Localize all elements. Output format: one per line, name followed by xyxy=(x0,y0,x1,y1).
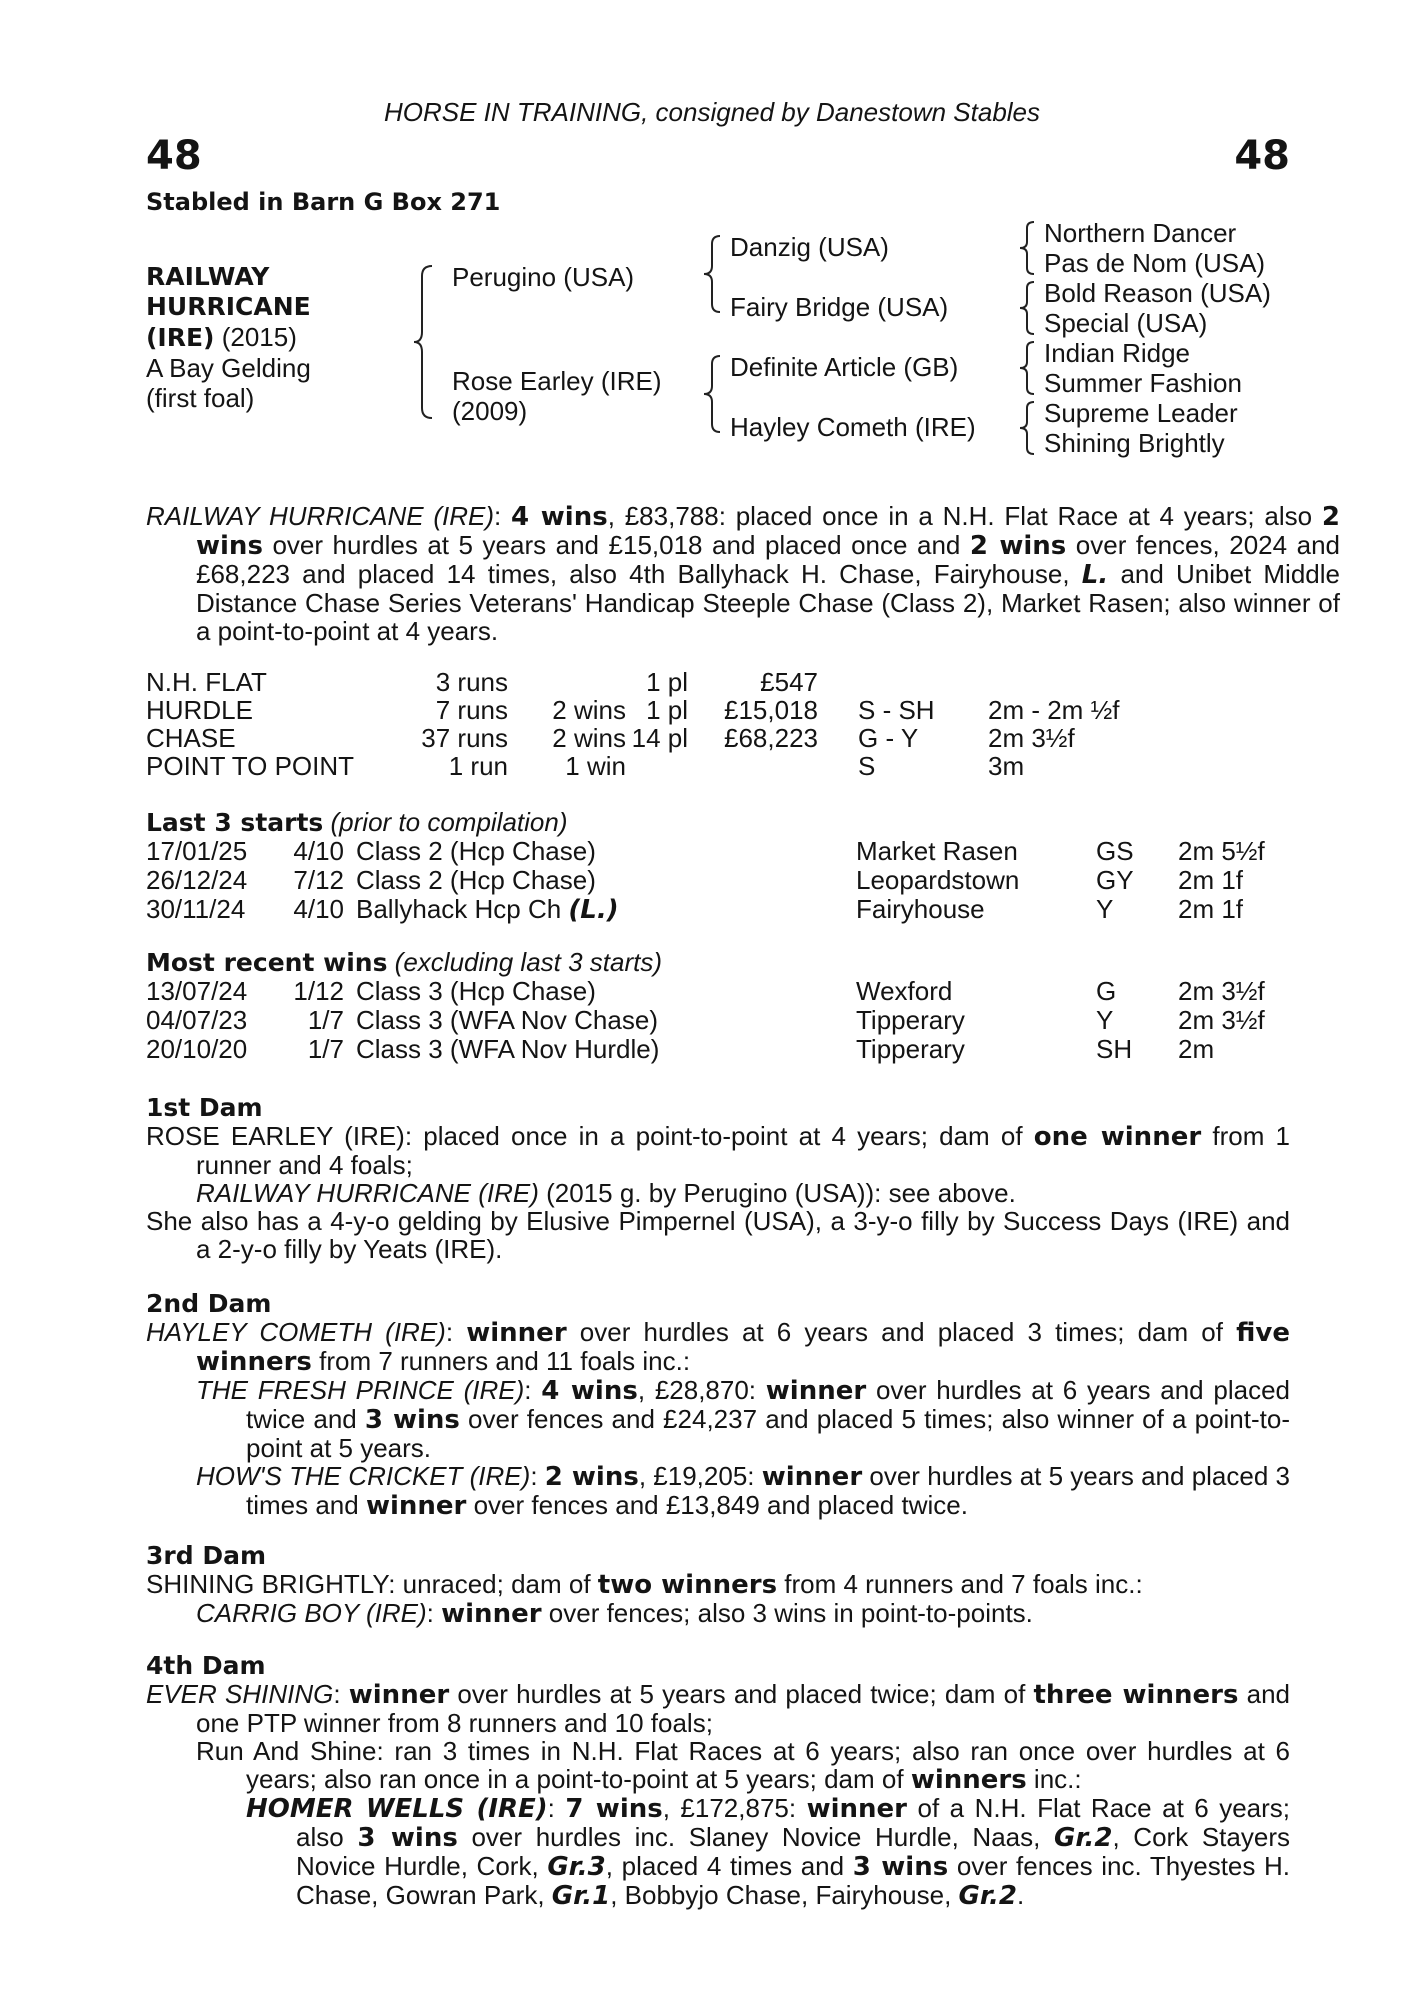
summary-text: over fences, 2024 and £68,223 and placed 14 times, also 4th Ballyhack H. Chase, Fairyhouse, xyxy=(196,530,1340,589)
race-cell: Y xyxy=(1096,894,1114,924)
second-dam-produce-2: HOW'S THE CRICKET (IRE): 2 wins, £19,205: winner over hurdles at 5 years and placed 3 times and winner over fences and £13,849 and placed twice. xyxy=(196,1461,1291,1521)
ggp-bracket-3 xyxy=(1016,338,1040,398)
summary-bold: 2 wins xyxy=(969,531,1067,561)
race-cell xyxy=(356,1006,856,1035)
race-row xyxy=(146,895,1278,924)
pedigree-granddam-1: Fairy Bridge (USA) xyxy=(730,292,949,322)
recent-wins-table xyxy=(146,977,1278,1064)
pedigree-ggp-7: Supreme Leader xyxy=(1044,398,1238,428)
sire-parents-bracket xyxy=(700,232,726,316)
summary-bold: 4 wins xyxy=(511,502,608,532)
race-cell: 2m 3½f xyxy=(1178,976,1265,1006)
race-cell: 17/01/25 xyxy=(146,836,248,866)
first-dam-section xyxy=(146,1094,1290,1263)
race-cell: 1/7 xyxy=(307,1005,344,1035)
race-cell: 1/12 xyxy=(293,976,344,1006)
race-row xyxy=(146,866,1278,895)
last-starts-note: (prior to compilation) xyxy=(323,807,568,837)
record-cell: N.H. FLAT xyxy=(146,667,267,697)
summary-listed-badge: L. xyxy=(1081,560,1109,590)
second-dam-text: HAYLEY COMETH (IRE): winner over hurdles at 6 years and placed 3 times; dam of five winners from 7 runners and 11 foals inc.: xyxy=(146,1317,1291,1377)
record-cell: 1 pl xyxy=(646,695,688,725)
record-cell xyxy=(968,668,1138,696)
summary-horse-name: RAILWAY HURRICANE (IRE) xyxy=(146,501,495,531)
summary-text: over hurdles at 5 years and £15,018 and placed once and xyxy=(262,530,970,560)
pedigree-ggp-2: Pas de Nom (USA) xyxy=(1044,248,1266,278)
record-cell: 3m xyxy=(988,751,1025,781)
summary-text: and Unibet Middle Distance Chase Series Veterans' Handicap Steeple Chase (Class 2), Market Rasen; also winner of a point-to-point at 4 years. xyxy=(196,559,1340,646)
last-starts-heading: Last 3 starts xyxy=(146,808,324,837)
pedigree-ggp-8: Shining Brightly xyxy=(1044,428,1225,458)
record-cell: 3 runs xyxy=(435,667,508,697)
race-cell: 2m 5½f xyxy=(1178,836,1265,866)
record-cell xyxy=(688,752,818,780)
race-cell: 13/07/24 xyxy=(146,976,248,1006)
pedigree-grandsire-1: Danzig (USA) xyxy=(730,232,889,262)
pedigree-granddam-2: Hayley Cometh (IRE) xyxy=(730,412,976,442)
recent-wins-note: (excluding last 3 starts) xyxy=(387,947,663,977)
record-cell: 1 win xyxy=(565,751,626,781)
ggp-bracket-2 xyxy=(1016,278,1040,338)
race-description: Class 3 (WFA Nov Chase) xyxy=(356,1005,658,1035)
race-cell xyxy=(356,895,856,924)
recent-wins-heading: Most recent wins xyxy=(146,948,388,977)
horse-name-line2: HURRICANE xyxy=(146,292,311,321)
pedigree-ggp-1: Northern Dancer xyxy=(1044,218,1237,248)
second-dam-produce-1: THE FRESH PRINCE (IRE): 4 wins, £28,870: winner over hurdles at 6 years and placed twice and 3 wins over fences and £24,237 and placed 5 times; also winner of a point-to-point at 5 years. xyxy=(196,1375,1291,1463)
race-cell: GS xyxy=(1096,836,1134,866)
race-description: Class 2 (Hcp Chase) xyxy=(356,865,596,895)
record-cell: 2m 3½f xyxy=(988,723,1075,753)
sire-dam-bracket xyxy=(410,262,440,422)
race-cell: Wexford xyxy=(856,976,953,1006)
race-cell: 7/12 xyxy=(293,865,344,895)
first-dam-text: ROSE EARLEY (IRE): placed once in a point-to-point at 4 years; dam of one winner from 1 runner and 4 foals; xyxy=(146,1121,1290,1180)
stabled-location: Stabled in Barn G Box 271 xyxy=(146,188,501,216)
first-dam-produce: RAILWAY HURRICANE (IRE) (2015 g. by Perugino (USA)): see above. xyxy=(196,1178,1016,1208)
race-cell: 2m 3½f xyxy=(1178,1005,1265,1035)
record-cell: £15,018 xyxy=(724,695,818,725)
pedigree-ggp-5: Indian Ridge xyxy=(1044,338,1190,368)
race-cell xyxy=(356,977,856,1006)
pedigree-dam: Rose Earley (IRE) xyxy=(452,366,662,396)
horse-year: (2015) xyxy=(221,322,297,352)
race-row xyxy=(146,837,1278,866)
summary-text: : xyxy=(494,501,512,531)
second-dam-heading: 2nd Dam xyxy=(146,1289,272,1318)
record-cell: 2 wins xyxy=(552,695,626,725)
page-header-title: HORSE IN TRAINING, consigned by Danestown Stables xyxy=(383,97,1041,127)
record-cell: POINT TO POINT xyxy=(146,751,355,781)
fourth-dam-heading: 4th Dam xyxy=(146,1651,266,1680)
race-description: Ballyhack Hcp Ch xyxy=(356,894,569,924)
race-cell: 2m 1f xyxy=(1178,894,1244,924)
race-grade-badge: (L.) xyxy=(568,895,619,925)
record-cell: 2m - 2m ½f xyxy=(988,695,1120,725)
race-row xyxy=(146,1006,1278,1035)
race-cell xyxy=(356,866,856,895)
dam-parents-bracket xyxy=(700,352,726,436)
last-starts-section xyxy=(146,808,1290,924)
race-cell: Market Rasen xyxy=(856,836,1018,866)
fourth-dam-section xyxy=(146,1652,1290,1910)
race-cell: GY xyxy=(1096,865,1134,895)
record-row xyxy=(146,724,1138,752)
record-row xyxy=(146,752,1138,780)
record-cell: £68,223 xyxy=(724,723,818,753)
third-dam-text: SHINING BRIGHTLY: unraced; dam of two winners from 4 runners and 7 foals inc.: xyxy=(146,1569,1143,1600)
record-cell: S xyxy=(858,751,876,781)
race-description: Class 3 (WFA Nov Hurdle) xyxy=(356,1034,660,1064)
pedigree-grandsire-2: Definite Article (GB) xyxy=(730,352,959,382)
horse-identity xyxy=(146,262,311,413)
third-dam-heading: 3rd Dam xyxy=(146,1541,266,1570)
pedigree-ggp-6: Summer Fashion xyxy=(1044,368,1242,398)
record-cell: 14 pl xyxy=(631,723,688,753)
record-cell: 37 runs xyxy=(421,723,508,753)
pedigree-ggp-4: Special (USA) xyxy=(1044,308,1208,338)
first-dam-heading: 1st Dam xyxy=(146,1093,263,1122)
record-cell: 1 pl xyxy=(646,667,688,697)
pedigree-ggp-3: Bold Reason (USA) xyxy=(1044,278,1271,308)
horse-name-line1: RAILWAY xyxy=(146,262,270,291)
pedigree-sire: Perugino (USA) xyxy=(452,262,635,292)
race-cell: Y xyxy=(1096,1005,1114,1035)
race-cell xyxy=(356,837,856,866)
record-cell: £547 xyxy=(760,667,818,697)
horse-foal-note: (first foal) xyxy=(146,383,255,413)
record-row xyxy=(146,696,1138,724)
record-cell: 2 wins xyxy=(552,723,626,753)
summary-text: , £83,788: placed once in a N.H. Flat Race at 4 years; also xyxy=(607,501,1322,531)
record-cell xyxy=(508,668,626,696)
race-description: Class 2 (Hcp Chase) xyxy=(356,836,596,866)
race-cell: 4/10 xyxy=(293,894,344,924)
summary-bold: 2 wins xyxy=(196,502,1340,561)
horse-name-line3: (IRE) xyxy=(146,323,215,352)
record-cell: 7 runs xyxy=(435,695,508,725)
race-row xyxy=(146,1035,1278,1064)
race-description: Class 3 (Hcp Chase) xyxy=(356,976,596,1006)
race-cell xyxy=(356,1035,856,1064)
record-cell: HURDLE xyxy=(146,695,253,725)
third-dam-produce: CARRIG BOY (IRE): winner over fences; also 3 wins in point-to-points. xyxy=(196,1598,1033,1629)
record-cell: G - Y xyxy=(858,723,919,753)
race-row xyxy=(146,977,1278,1006)
record-cell xyxy=(626,752,688,780)
last-starts-table xyxy=(146,837,1278,924)
race-summary xyxy=(146,502,1340,645)
race-cell: 2m 1f xyxy=(1178,865,1244,895)
race-cell: G xyxy=(1096,976,1117,1006)
race-cell: SH xyxy=(1096,1034,1133,1064)
record-cell: S - SH xyxy=(858,695,935,725)
race-cell: Fairyhouse xyxy=(856,894,985,924)
race-record-table xyxy=(146,668,1138,780)
ggp-bracket-4 xyxy=(1016,398,1040,458)
pedigree-dam-year: (2009) xyxy=(452,396,528,426)
third-dam-section xyxy=(146,1542,1290,1628)
ggp-bracket-1 xyxy=(1016,218,1040,278)
race-cell: Leopardstown xyxy=(856,865,1020,895)
fourth-dam-text: EVER SHINING: winner over hurdles at 5 years and placed twice; dam of three winners and one PTP winner from 8 runners and 10 foals; xyxy=(146,1679,1291,1738)
lot-number-right: 48 xyxy=(1234,133,1290,179)
race-cell: Tipperary xyxy=(856,1005,965,1035)
record-row xyxy=(146,668,1138,696)
race-cell: 2m xyxy=(1178,1034,1215,1064)
horse-description: A Bay Gelding xyxy=(146,353,311,383)
race-cell: 04/07/23 xyxy=(146,1005,248,1035)
race-cell: Tipperary xyxy=(856,1034,965,1064)
record-cell xyxy=(818,668,968,696)
record-cell: 1 run xyxy=(448,751,508,781)
first-dam-other-foals: She also has a 4-y-o gelding by Elusive Pimpernel (USA), a 3-y-o filly by Success Days (IRE) and a 2-y-o filly by Yeats (IRE). xyxy=(146,1206,1290,1264)
race-cell: 4/10 xyxy=(293,836,344,866)
race-cell: 26/12/24 xyxy=(146,865,248,895)
race-cell: 1/7 xyxy=(307,1034,344,1064)
recent-wins-section xyxy=(146,948,1290,1064)
fourth-dam-grand-produce: HOMER WELLS (IRE): 7 wins, £172,875: winner of a N.H. Flat Race at 6 years; also 3 wins over hurdles inc. Slaney Novice Hurdle, Naas, Gr.2, Cork Stayers Novice Hurdle, Cork, Gr.3, placed 4 times and 3 wins over fences inc. Thyestes H. Chase, Gowran Park, Gr.1, Bobbyjo Chase, Fairyhouse, Gr.2. xyxy=(246,1793,1291,1911)
record-cell: CHASE xyxy=(146,723,236,753)
second-dam-section xyxy=(146,1290,1290,1520)
fourth-dam-produce: Run And Shine: ran 3 times in N.H. Flat Races at 6 years; also ran once over hurdles at 6 years; also ran once in a point-to-point at 5 years; dam of winners inc.: xyxy=(196,1736,1290,1795)
race-cell: 20/10/20 xyxy=(146,1034,248,1064)
lot-number-left: 48 xyxy=(146,133,202,179)
race-cell: 30/11/24 xyxy=(146,894,246,924)
